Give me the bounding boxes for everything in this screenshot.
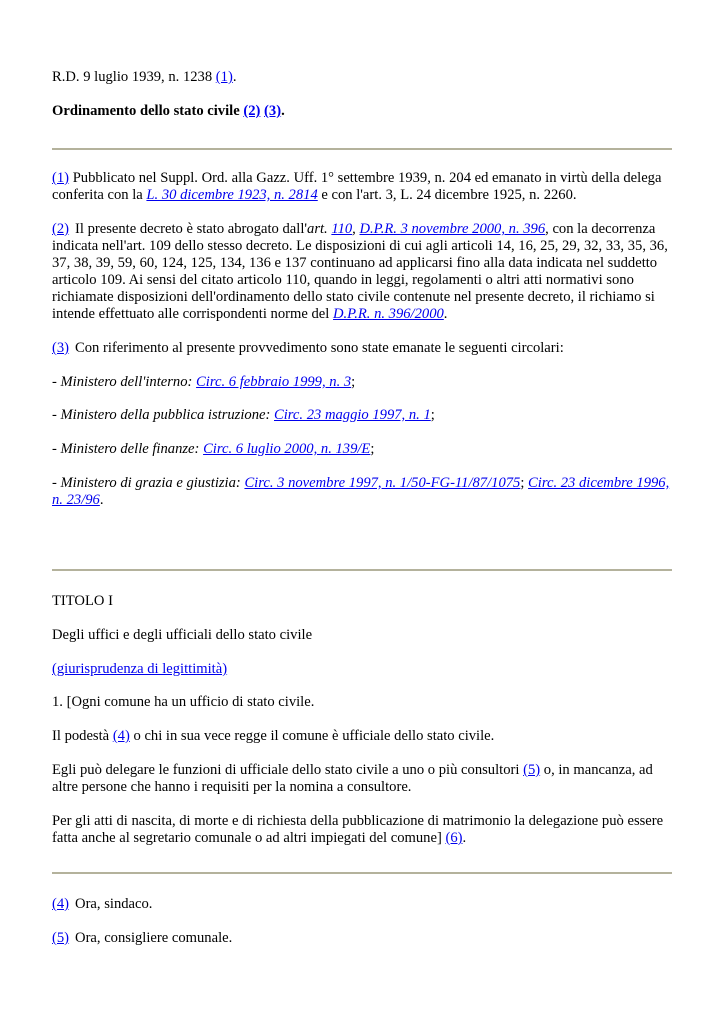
separator-rule — [52, 569, 672, 571]
note-ref-4[interactable]: (4) — [112, 728, 130, 744]
footnote-link-1[interactable]: (1) — [215, 69, 233, 85]
note-3: (3) Con riferimento al presente provvedimento sono state emanate le seguenti circolari: — [52, 340, 564, 356]
jurisprudence-paragraph — [52, 661, 672, 678]
header-citation: R.D. 9 luglio 1939, n. 1238 (1). — [52, 69, 237, 85]
law-link-1923[interactable]: L. 30 dicembre 1923, n. 2814 — [146, 187, 318, 203]
circular-finanze: - Ministero delle finanze: Circ. 6 luglio 2000, n. 139/E; — [52, 441, 375, 457]
footnote-link-3[interactable]: (3) — [264, 103, 282, 119]
note-1: (1) Pubblicato nel Suppl. Ord. alla Gazz. Uff. 1° settembre 1939, n. 204 ed emanato in virtù della delega conferita con la L. 30 dicembre 1923, n. 2814 e con l'art. 3, L. 24 dicembre 1925, n. 2260. — [52, 170, 662, 203]
circular-link-giustizia-2[interactable]: Circ. 23 dicembre 1996, n. 23/96 — [52, 475, 670, 508]
circular-link-finanze[interactable]: Circ. 6 luglio 2000, n. 139/E — [203, 441, 371, 457]
note-5-ref-link[interactable]: (5) — [52, 930, 70, 946]
article-1-paragraph-1: 1. [Ogni comune ha un ufficio di stato civile. — [52, 694, 315, 710]
article-1-paragraph-2: Il podestà (4) o chi in sua vece regge il comune è ufficiale dello stato civile. — [52, 728, 495, 744]
titolo-heading: TITOLO I — [52, 593, 113, 609]
circular-istruzione: - Ministero della pubblica istruzione: Circ. 23 maggio 1997, n. 1; — [52, 407, 435, 423]
circular-giustizia: - Ministero di grazia e giustizia: Circ. 3 novembre 1997, n. 1/50-FG-11/87/1075; Circ. 23 dicembre 1996, n. 23/96. — [52, 475, 670, 508]
circular-interno: - Ministero dell'interno: Circ. 6 febbraio 1999, n. 3; — [52, 374, 356, 390]
jurisprudence-link[interactable]: (giurisprudenza di legittimità) — [52, 661, 228, 677]
note-ref-2[interactable]: (2) — [52, 221, 70, 237]
note-4: (4) Ora, sindaco. — [52, 896, 153, 912]
footnote-link-2[interactable]: (2) — [243, 103, 261, 119]
circular-link-istruzione[interactable]: Circ. 23 maggio 1997, n. 1 — [274, 407, 431, 423]
note-ref-3[interactable]: (3) — [52, 340, 70, 356]
article-1-paragraph-4: Per gli atti di nascita, di morte e di richiesta della pubblicazione di matrimonio la delegazione può essere fatta anche al segretario comunale o ad altri impiegati del comune] (6). — [52, 813, 664, 846]
separator-rule — [52, 148, 672, 150]
separator-rule — [52, 872, 672, 874]
note-ref-6[interactable]: (6) — [445, 830, 463, 846]
circular-link-interno[interactable]: Circ. 6 febbraio 1999, n. 3 — [196, 374, 352, 390]
circular-link-giustizia-1[interactable]: Circ. 3 novembre 1997, n. 1/50-FG-11/87/1075 — [244, 475, 521, 491]
note-5: (5) Ora, consigliere comunale. — [52, 930, 233, 946]
article-1-paragraph-3: Egli può delegare le funzioni di ufficiale dello stato civile a uno o più consultori (5) o, in mancanza, ad altre persone che hanno i requisiti per la nomina a consultore. — [52, 762, 653, 795]
article-110-link[interactable]: 110 — [331, 221, 353, 237]
titolo-subheading: Degli uffici e degli ufficiali dello stato civile — [52, 627, 313, 643]
note-ref-5[interactable]: (5) — [523, 762, 541, 778]
document-title: Ordinamento dello stato civile (2) (3). — [52, 103, 285, 119]
note-4-ref-link[interactable]: (4) — [52, 896, 70, 912]
note-2: (2) Il presente decreto è stato abrogato dall'art. 110, D.P.R. 3 novembre 2000, n. 396, con la decorrenza indicata nell'art. 109 dello stesso decreto. Le disposizioni di cui agli articoli 14, 16, 25, 29, 32, 33, 35, 36, 37, 38, 39, 59, 60, 124, 125, 134, 136 e 137 continuano ad applicarsi fino alla data indicata nel suddetto articolo 109. Ai sensi del citato articolo 110, quando in leggi, regolamenti o altri atti normativi sono richiamate disposizioni dell'ordinamento dello stato civile contenute nel presente decreto, il richiamo si intende effettuato alle corrispondenti norme del D.P.R. n. 396/2000. — [52, 221, 668, 322]
note-ref-1[interactable]: (1) — [52, 170, 70, 186]
dpr-396-link[interactable]: D.P.R. 3 novembre 2000, n. 396 — [359, 221, 546, 237]
dpr-396-2000-link[interactable]: D.P.R. n. 396/2000 — [332, 306, 444, 322]
